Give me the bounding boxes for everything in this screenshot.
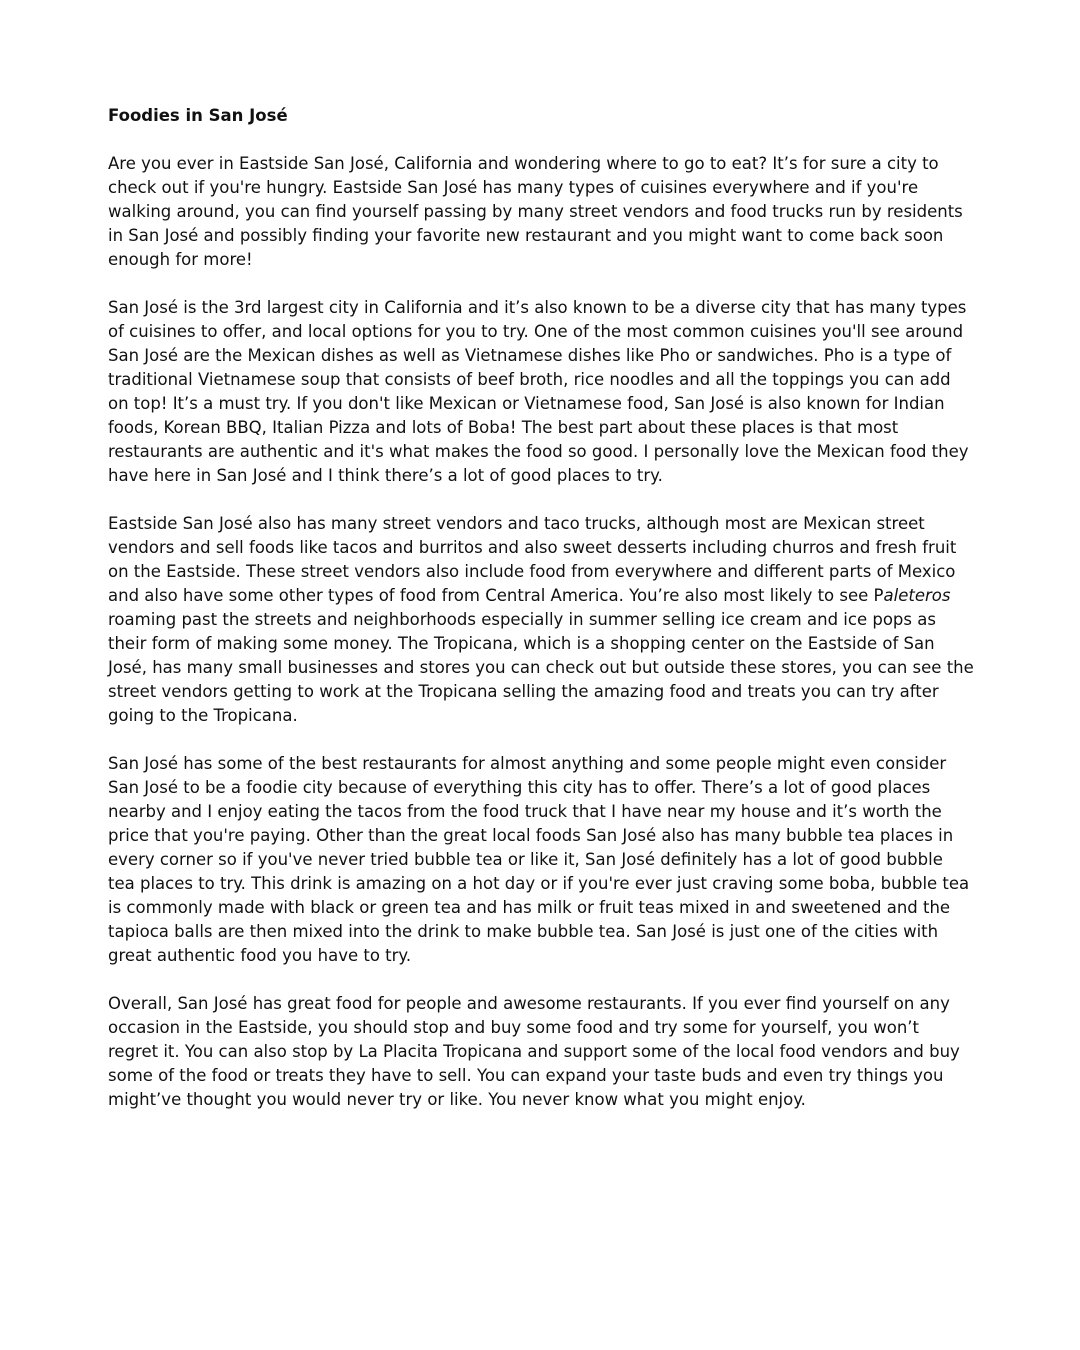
paleteros-italic-text: aleteros bbox=[883, 586, 951, 605]
paragraph-street-vendors-part1: Eastside San José also has many street vendors and taco trucks, although most are Mexican street vendors and sell foods like tacos and burritos and also sweet desserts including churros and fresh fruit on the Eastside. These street vendors also include food from everywhere and different parts of Mexico and also have some other types of food from Central America. You’re also most likely to see P bbox=[108, 514, 957, 605]
document-title: Foodies in San José bbox=[108, 106, 288, 125]
paragraph-street-vendors bbox=[108, 512, 974, 728]
document-page bbox=[108, 104, 974, 1112]
paragraph-conclusion: Overall, San José has great food for people and awesome restaurants. If you ever find yourself on any occasion in the Eastside, you should stop and buy some food and try some for yourself, you won’t regret it. You can also stop by La Placita Tropicana and support some of the local food vendors and buy some of the food or treats they have to sell. You can expand your taste buds and even try things you might’ve thought you would never try or like. You never know what you might enjoy. bbox=[108, 994, 960, 1109]
paragraph-restaurants: San José has some of the best restaurants for almost anything and some people might even consider San José to be a foodie city because of everything this city has to offer. There’s a lot of good places nearby and I enjoy eating the tacos from the food truck that I have near my house and it’s worth the price that you're paying. Other than the great local foods San José also has many bubble tea places in every corner so if you've never tried bubble tea or like it, San José definitely has a lot of good bubble tea places to try. This drink is amazing on a hot day or if you're ever just craving some boba, bubble tea is commonly made with black or green tea and has milk or fruit teas mixed in and sweetened and the tapioca balls are then mixed into the drink to make bubble tea. San José is just one of the cities with great authentic food you have to try. bbox=[108, 754, 970, 965]
paragraph-cuisines: San José is the 3rd largest city in California and it’s also known to be a diverse city that has many types of cuisines to offer, and local options for you to try. One of the most common cuisines you'll see around San José are the Mexican dishes as well as Vietnamese dishes like Pho or sandwiches. Pho is a type of traditional Vietnamese soup that consists of beef broth, rice noodles and all the toppings you can add on top! It’s a must try. If you don't like Mexican or Vietnamese food, San José is also known for Indian foods, Korean BBQ, Italian Pizza and lots of Boba! The best part about these places is that most restaurants are authentic and it's what makes the food so good. I personally love the Mexican food they have here in San José and I think there’s a lot of good places to try. bbox=[108, 298, 969, 485]
paragraph-intro: Are you ever in Eastside San José, California and wondering where to go to eat? It’s for sure a city to check out if you're hungry. Eastside San José has many types of cuisines everywhere and if you're walking around, you can find yourself passing by many street vendors and food trucks run by residents in San José and possibly finding your favorite new restaurant and you might want to come back soon enough for more! bbox=[108, 154, 963, 269]
paragraph-street-vendors-part2: roaming past the streets and neighborhoods especially in summer selling ice cream and ice pops as their form of making some money. The Tropicana, which is a shopping center on the Eastside of San José, has many small businesses and stores you can check out but outside these stores, you can see the street vendors getting to work at the Tropicana selling the amazing food and treats you can try after going to the Tropicana. bbox=[108, 610, 974, 725]
